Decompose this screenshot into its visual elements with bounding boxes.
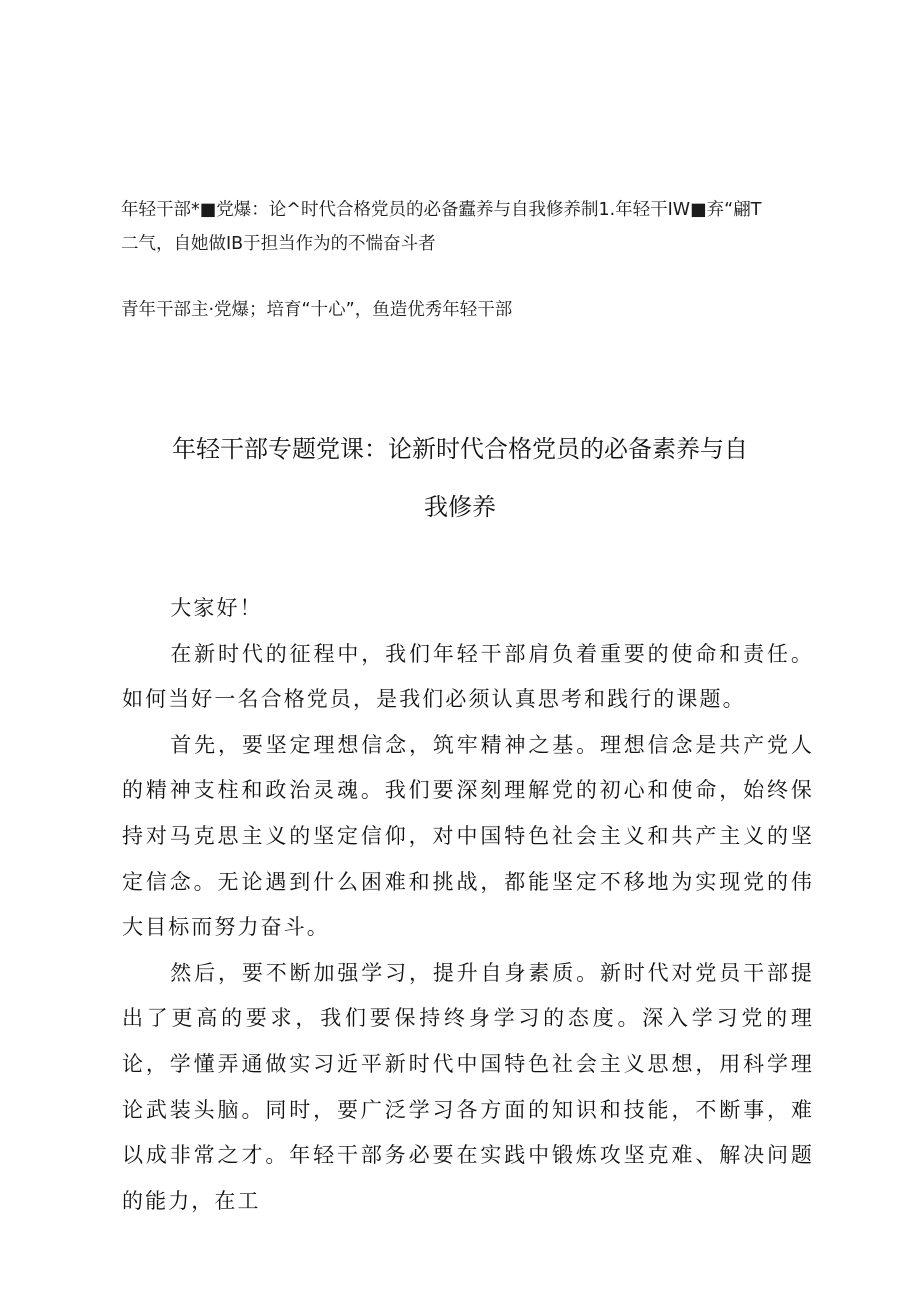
- paragraph-ideals: 首先，要坚定理想信念，筑牢精神之基。理想信念是共产党人的精神支柱和政治灵魂。我们要深刻理解党的初心和使命，始终保持对马克思主义的坚定信仰，对中国特色社会主义和共产主义的坚定信念。无论遇到什么困难和挑战，都能坚定不移地为实现党的伟大目标而努力奋斗。: [122, 732, 814, 940]
- paragraph-greeting: 大家好！: [170, 596, 263, 620]
- title-line-2: 我修养: [424, 493, 496, 521]
- table-of-contents: [121, 193, 841, 327]
- toc-entry-2: 青年干部主·党爆；培育“十心”，鱼造优秀年轻干部: [121, 300, 513, 320]
- document-title: [80, 420, 840, 536]
- paragraph-learning: 然后，要不断加强学习，提升自身素质。新时代对党员干部提出了更高的要求，我们要保持终身学习的态度。深入学习党的理论，学懂弄通做实习近平新时代中国特色社会主义思想，用科学理论武装头脑。同时，要广泛学习各方面的知识和技能，不断事，难以成非常之才。年轻干部务必要在实践中锻炼攻坚克难、解决问题的能力，在工: [122, 960, 814, 1213]
- toc-entry-1-line-2: 二气，自她做IB于担当作为的不惴奋斗者: [121, 234, 436, 254]
- title-line-1: 年轻干部专题党课：论新时代合格党员的必备素养与自: [172, 435, 748, 463]
- toc-entry-1-line-1: 年轻干部*■党爆：论^时代合格党员的必备蠹养与自我修养制1.年轻干IW■弃“翩T: [121, 200, 762, 220]
- paragraph-intro: 在新时代的征程中，我们年轻干部肩负着重要的使命和责任。如何当好一名合格党员，是我们必须认真思考和践行的课题。: [122, 641, 814, 712]
- document-body: [122, 586, 814, 1224]
